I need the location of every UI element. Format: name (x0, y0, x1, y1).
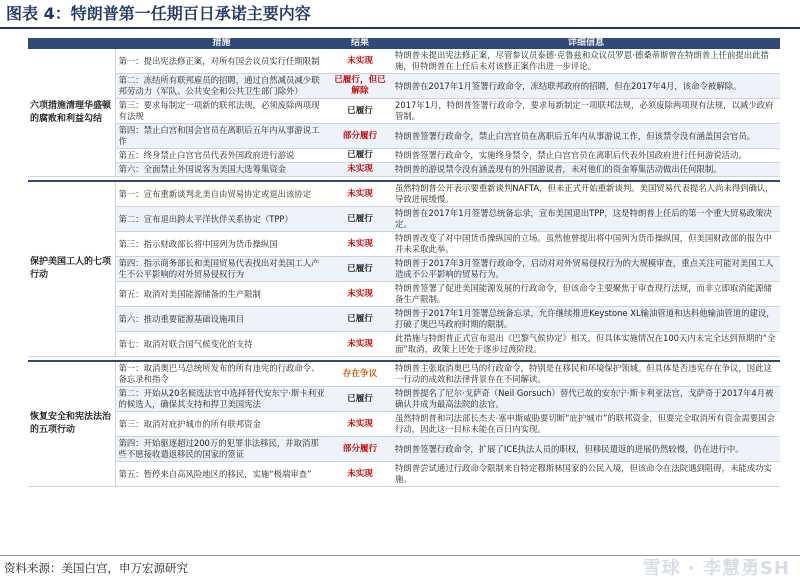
table-row (28, 307, 780, 332)
measure-cell: 第一：宣布重新谈判北美自由贸易协定或退出该协定 (115, 181, 328, 207)
detail-cell: 特朗普签署行政命令，禁止白宫官员在离职后五年内从事游说工作，但该禁令没有涵盖国会官员。 (392, 124, 780, 149)
category-cell: 恢复安全和宪法法治的五项行动 (28, 361, 115, 487)
measure-cell: 第三：取消对庇护城市的所有联邦资金 (115, 412, 328, 437)
table-row (28, 74, 780, 99)
measure-cell: 第三：要求每制定一项新的联邦法规，必须废除两项现有法规 (115, 99, 328, 124)
result-badge: 未实现 (328, 49, 392, 74)
detail-cell: 特朗普在2017年1月签署行政命令，冻结联邦政府的招聘，但在2017年4月，该命令被解除。 (392, 74, 780, 99)
measure-cell: 第一：提出宪法修正案，对所有国会议员实行任期限制 (115, 49, 328, 74)
table-row (28, 282, 780, 307)
detail-cell: 特朗普于2017年1月签署总统备忘录，允许继续推进Keystone XL输油管道和达科他输油管道的建设，打破了奥巴马政府时期的限制。 (392, 307, 780, 332)
result-badge: 已履行 (328, 307, 392, 332)
detail-cell: 特朗普签署行政命令，实施终身禁令，禁止白宫官员在离职后代表外国政府进行任何游说活动。 (392, 149, 780, 163)
result-badge: 未实现 (328, 282, 392, 307)
measure-cell: 第七：取消对联合国气候变化的支持 (115, 332, 328, 357)
result-badge: 未实现 (328, 181, 392, 207)
table-row (28, 332, 780, 357)
measure-cell: 第四：开始驱逐超过200万的犯罪非法移民，并取消那些不愿接收遣返移民的国家的签证 (115, 437, 328, 462)
table-row (28, 412, 780, 437)
detail-cell: 特朗普主张取消奥巴马的行政命令，特别是在移民和环境保护领域。但具体是否违宪存在争议，因此这一行动的成效和法律背景存在不同解读。 (392, 361, 780, 387)
measure-cell: 第六：推动重要能源基础设施项目 (115, 307, 328, 332)
detail-cell: 特朗普在2017年1月签署总统备忘录，宣布美国退出TPP，这是特朗普上任后的第一个重大贸易政策决定。 (392, 207, 780, 232)
result-badge: 未实现 (328, 412, 392, 437)
result-badge: 未实现 (328, 462, 392, 487)
measure-cell: 第五：暂停来自高风险地区的移民，实施“极端审查” (115, 462, 328, 487)
result-badge: 存在争议 (328, 361, 392, 387)
category-cell: 六项措施清理华盛顿的腐败和利益勾结 (28, 49, 115, 177)
result-badge: 未实现 (328, 232, 392, 257)
table-row (28, 361, 780, 387)
measure-cell: 第五：取消对美国能源储备的生产限制 (115, 282, 328, 307)
detail-cell: 2017年1月，特朗普签署行政命令，要求每新制定一项联邦法规，必须废除两项现有法规，以减少政府管制。 (392, 99, 780, 124)
result-badge: 已履行，但已解除 (328, 74, 392, 99)
header-measure: 措施 (115, 38, 328, 49)
detail-cell: 特朗普未提出宪法修正案，尽管参议员泰德·克鲁兹和众议员罗恩·德桑蒂斯曾在特朗普上任前提出此措施，但特朗普在上任后未对该修正案作出进一步评论。 (392, 49, 780, 74)
table-row (28, 124, 780, 149)
detail-cell: 特朗普提名了尼尔·戈萨奇（Neil Gorsuch）替代已故的安东宁·斯卡利亚法官，戈萨奇于2017年4月被确认并成为最高法院的法官。 (392, 387, 780, 412)
measure-cell: 第二：宣布退出跨太平洋伙伴关系协定（TPP） (115, 207, 328, 232)
table-row (28, 163, 780, 177)
result-badge: 已履行 (328, 99, 392, 124)
watermark: 雪球 · 李慧勇SH (642, 558, 790, 579)
table-row (28, 437, 780, 462)
result-badge: 未实现 (328, 332, 392, 357)
table-body (28, 49, 780, 487)
measure-cell: 第二：冻结所有联邦雇员的招聘，通过自然减员减少联邦劳动力（军队、公共安全和公共卫生部门除外） (115, 74, 328, 99)
table-header-row (28, 38, 780, 49)
table-row (28, 99, 780, 124)
detail-cell: 特朗普尝试通过行政命令限制来自特定穆斯林国家的公民入境，但该命令在法院遇到阻碍，未能成功实施。 (392, 462, 780, 487)
measure-cell: 第四：指示商务部长和美国贸易代表找出对美国工人产生不公平影响的对外贸易侵权行为 (115, 257, 328, 282)
detail-cell: 特朗普改变了对中国货币操纵国的立场。虽然他曾提出将中国列为货币操纵国，但美国财政部的报告中并未采取此举。 (392, 232, 780, 257)
result-badge: 已履行 (328, 257, 392, 282)
title-rule (0, 27, 800, 29)
table-row (28, 149, 780, 163)
detail-cell: 虽然特朗普和司法部长杰夫·塞申斯威胁要切断“庇护城市”的联邦资金，但要完全取消所有资金需要国会行动，因此这一目标未能在百日内实现。 (392, 412, 780, 437)
detail-cell: 特朗普签署行政命令，扩展了ICE执法人员的职权，但移民遣返的进展仍然较慢，仍在进行中。 (392, 437, 780, 462)
measure-cell: 第五：终身禁止白宫官员代表外国政府进行游说 (115, 149, 328, 163)
measure-cell: 第六：全面禁止外国说客为美国大选筹集资金 (115, 163, 328, 177)
header-blank (28, 38, 115, 49)
result-badge: 已履行 (328, 207, 392, 232)
measure-cell: 第一：取消奥巴马总统所发布的所有违宪的行政命令、备忘录和指令 (115, 361, 328, 387)
header-result: 结果 (328, 38, 392, 49)
category-cell: 保护美国工人的七项行动 (28, 181, 115, 357)
result-badge: 已履行 (328, 387, 392, 412)
detail-cell: 特朗普于2017年3月签署行政命令，启动对对外贸易侵权行为的大规模审查，重点关注可能对美国工人造成不公平影响的贸易行为。 (392, 257, 780, 282)
table-row (28, 49, 780, 74)
detail-cell: 特朗普签署了促进美国能源发展的行政命令，但该命令主要聚焦于审查现行法规，而非立即取消能源储备生产限制。 (392, 282, 780, 307)
measure-cell: 第三：指示财政部长将中国列为货币操纵国 (115, 232, 328, 257)
result-badge: 未实现 (328, 163, 392, 177)
table-row (28, 257, 780, 282)
table-row (28, 207, 780, 232)
result-badge: 部分履行 (328, 124, 392, 149)
figure-title: 图表 4：特朗普第一任期百日承诺主要内容 (6, 4, 311, 23)
measure-cell: 第二：开始从20名候选法官中选择替代安东宁·斯卡利亚的候选人，确保其支持和捍卫美国宪法 (115, 387, 328, 412)
header-detail: 详细信息 (392, 38, 780, 49)
promises-table (28, 38, 780, 487)
table-row (28, 462, 780, 487)
table-row (28, 387, 780, 412)
table-row (28, 232, 780, 257)
result-badge: 部分履行 (328, 437, 392, 462)
detail-cell: 此措施与特朗普正式宣布退出《巴黎气候协定》相关，但具体实施情况在100天内未完全达到预期的“全面”取消，政策上还处于逐步过渡阶段。 (392, 332, 780, 357)
detail-cell: 特朗普的游说禁令没有涵盖现有的外国游说者，未对他们的资金筹集活动做出任何限制。 (392, 163, 780, 177)
source-note: 资料来源：美国白宫，申万宏源研究 (4, 561, 188, 575)
detail-cell: 虽然特朗普公开表示要重新谈判NAFTA，但未正式开始重新谈判。美国贸易代表提名人尚未得到确认，导致进展缓慢。 (392, 181, 780, 207)
measure-cell: 第四：禁止白宫和国会官员在离职后五年内从事游说工作 (115, 124, 328, 149)
table-row (28, 181, 780, 207)
result-badge: 已履行 (328, 149, 392, 163)
